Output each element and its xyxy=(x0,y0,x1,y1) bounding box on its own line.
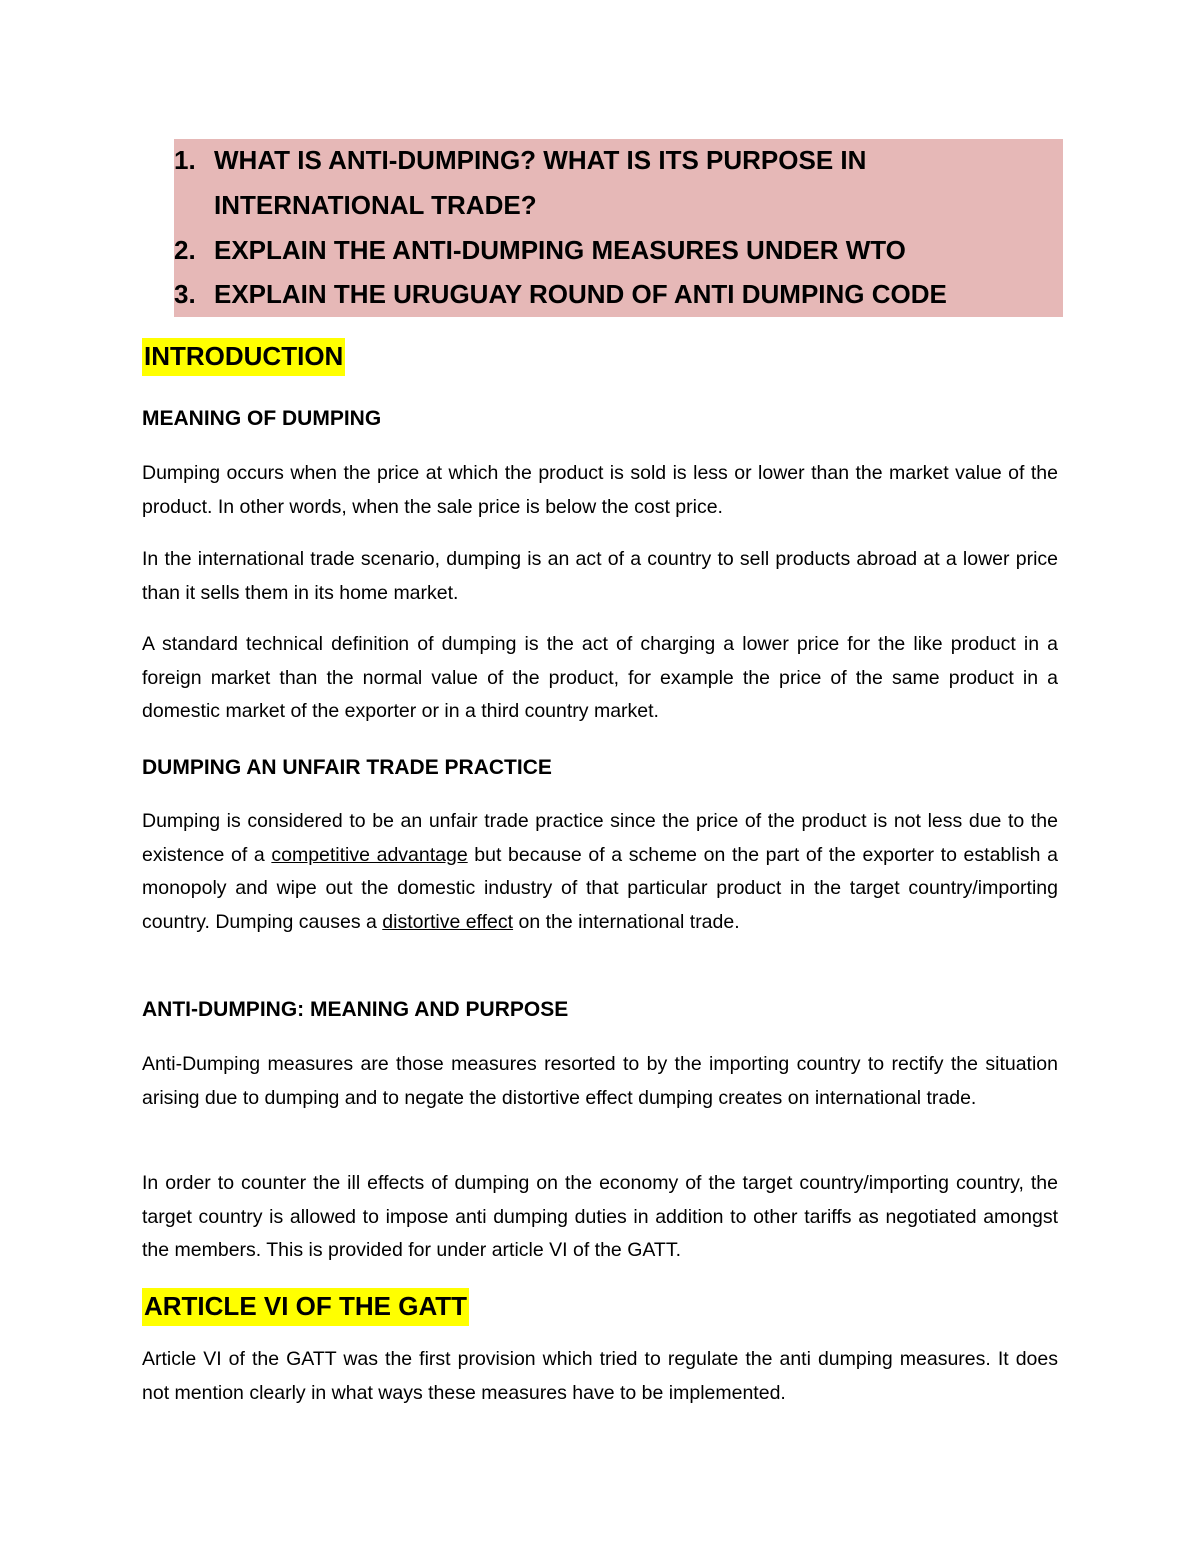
paragraph xyxy=(142,805,1058,939)
unfair-trade-heading: DUMPING AN UNFAIR TRADE PRACTICE xyxy=(142,756,552,779)
question-text: EXPLAIN THE URUGUAY ROUND OF ANTI DUMPING CODE xyxy=(214,279,947,309)
paragraph: In order to counter the ill effects of dumping on the economy of the target country/importing country, the target country is allowed to impose anti dumping duties in addition to other tariffs as negotiated amongst the members. This is provided for under article VI of the GATT. xyxy=(142,1172,1058,1261)
text: Dumping is considered to be an unfair trade practice since the price of the product is not less due to the existence of a xyxy=(142,810,1058,866)
introduction-heading: INTRODUCTION xyxy=(142,338,345,376)
distortive-effect-link[interactable]: distortive effect xyxy=(382,910,514,933)
text: on the international trade. xyxy=(513,910,740,933)
paragraph: Dumping occurs when the price at which the product is sold is less or lower than the market value of the product. In other words, when the sale price is below the cost price. xyxy=(142,462,1058,518)
question-text: WHAT IS ANTI-DUMPING? WHAT IS ITS PURPOSE IN xyxy=(214,145,867,175)
paragraph: A standard technical definition of dumping is the act of charging a lower price for the like product in a foreign market than the normal value of the product, for example the price of the same product in a domestic market of the exporter or in a third country market. xyxy=(142,633,1058,722)
article-vi-heading: ARTICLE VI OF THE GATT xyxy=(142,1288,469,1326)
paragraph: Article VI of the GATT was the first provision which tried to regulate the anti dumping measures. It does not mention clearly in what ways these measures have to be implemented. xyxy=(142,1348,1058,1404)
paragraph: Anti-Dumping measures are those measures resorted to by the importing country to rectify the situation arising due to dumping and to negate the distortive effect dumping creates on international trade. xyxy=(142,1053,1058,1109)
text: but because of a scheme on the part of the exporter to establish a monopoly and wipe out the domestic industry of that particular product in the target country/importing country. Dumping causes a xyxy=(142,843,1058,933)
paragraph: In the international trade scenario, dumping is an act of a country to sell products abroad at a lower price than it sells them in its home market. xyxy=(142,548,1058,604)
question-number: 2. xyxy=(174,235,196,265)
competitive-advantage-link[interactable]: competitive advantage xyxy=(271,843,468,866)
question-box xyxy=(174,139,1063,317)
question-number: 1. xyxy=(174,145,196,175)
meaning-of-dumping-heading: MEANING OF DUMPING xyxy=(142,407,382,430)
question-number: 3. xyxy=(174,279,196,309)
question-text: INTERNATIONAL TRADE? xyxy=(214,190,537,220)
anti-dumping-heading: ANTI-DUMPING: MEANING AND PURPOSE xyxy=(142,998,569,1021)
question-text: EXPLAIN THE ANTI-DUMPING MEASURES UNDER WTO xyxy=(214,235,906,265)
